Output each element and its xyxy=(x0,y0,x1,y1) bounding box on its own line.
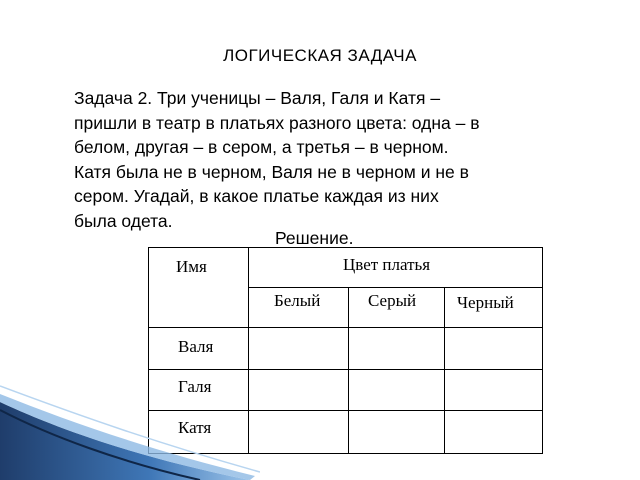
slide-title: ЛОГИЧЕСКАЯ ЗАДАЧА xyxy=(223,46,417,65)
row-valya: Валя xyxy=(178,337,214,356)
color-gray-header: Серый xyxy=(368,291,417,310)
task-line: Задача 2. Три ученицы – Валя, Галя и Катя – xyxy=(74,88,441,108)
row-galya: Галя xyxy=(178,377,212,396)
color-white-header: Белый xyxy=(274,291,321,310)
decorative-wave xyxy=(0,380,260,480)
task-line: белом, другая – в сером, а третья – в черном. xyxy=(74,137,449,157)
task-line: была одета. xyxy=(74,210,173,231)
task-line: пришли в театр в платьях разного цвета: одна – в xyxy=(74,112,480,133)
task-text xyxy=(74,86,594,233)
color-header: Цвет платья xyxy=(343,255,431,274)
color-black-header: Черный xyxy=(457,293,514,312)
task-line: Катя была не в черном, Валя не в черном и не в xyxy=(74,161,469,182)
task-line: сером. Угадай, в какое платье каждая из них xyxy=(74,186,439,206)
name-header: Имя xyxy=(176,257,207,276)
row-katya: Катя xyxy=(178,418,212,437)
solution-label: Решение. xyxy=(275,228,354,248)
